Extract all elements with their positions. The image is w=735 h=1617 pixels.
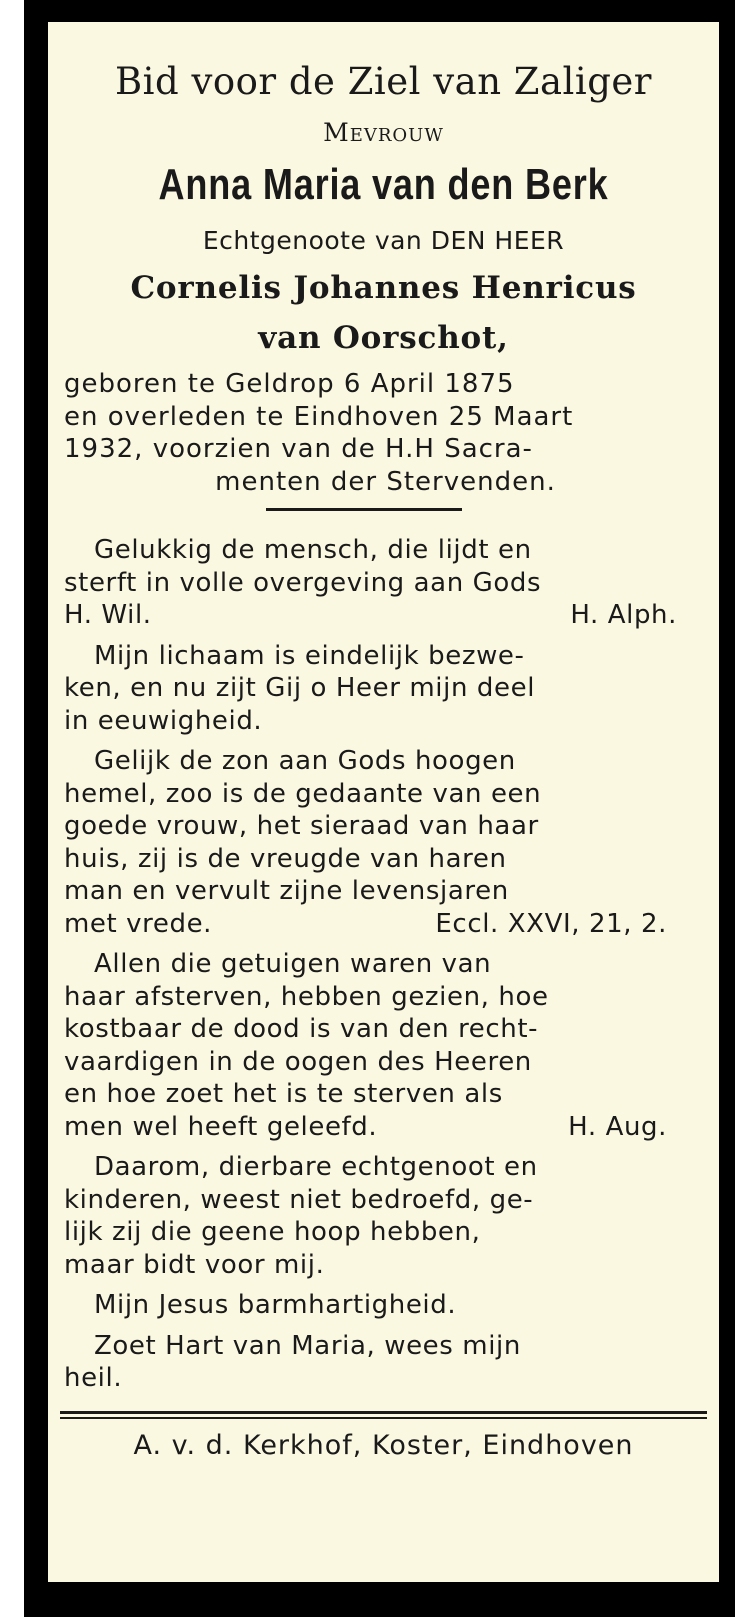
quote-paragraph bbox=[64, 640, 707, 738]
quote-line: Mijn lichaam is eindelijk bezwe- bbox=[94, 640, 525, 671]
footer-rule bbox=[60, 1411, 707, 1414]
quote-line: heil. bbox=[64, 1363, 123, 1393]
quote-line: lijk zij die geene hoop hebben, bbox=[64, 1217, 481, 1247]
quote-source: H. Aug. bbox=[568, 1111, 667, 1142]
quote-line: huis, zij is de vreugde van haren bbox=[64, 843, 507, 874]
quote-line: ken, en nu zijt Gij o Heer mijn deel bbox=[64, 673, 536, 703]
husband-name-line2: van Oorschot, bbox=[258, 320, 509, 356]
prayer-heading: Bid voor de Ziel van Zaliger bbox=[114, 60, 652, 103]
divider-rule bbox=[266, 508, 462, 511]
birth-line: geboren te Geldrop 6 April 1875 bbox=[64, 369, 515, 399]
quote-line: met vrede. bbox=[64, 908, 213, 939]
quote-line: men wel heeft geleefd. bbox=[64, 1111, 378, 1142]
footer-rule bbox=[60, 1417, 707, 1419]
quote-line: haar afsterven, hebben gezien, hoe bbox=[64, 981, 549, 1012]
quote-line: Allen die getuigen waren van bbox=[94, 949, 492, 979]
spouse-label: Echtgenoote van DEN HEER bbox=[202, 226, 565, 255]
quote-line: kostbaar de dood is van den recht- bbox=[64, 1014, 539, 1044]
quote-line: Gelijk de zon aan Gods hoogen bbox=[94, 746, 516, 776]
quote-line: maar bidt voor mij. bbox=[64, 1249, 325, 1280]
memorial-card bbox=[48, 22, 719, 1582]
quote-line: Gelukkig de mensch, die lijdt en bbox=[94, 535, 532, 565]
quote-line: Mijn Jesus barmhartigheid. bbox=[94, 1290, 457, 1320]
quote-line: vaardigen in de oogen des Heeren bbox=[64, 1046, 532, 1077]
quote-line: Daarom, dierbare echtgenoot en bbox=[94, 1152, 538, 1182]
deceased-name: Anna Maria van den Berk bbox=[158, 160, 609, 209]
quote-attribution-line bbox=[64, 599, 707, 632]
quote-source: Eccl. XXVI, 21, 2. bbox=[435, 908, 667, 939]
quotes-section bbox=[64, 534, 707, 1403]
quote-paragraph bbox=[64, 948, 707, 1143]
printer-credit: A. v. d. Kerkhof, Koster, Eindhoven bbox=[133, 1430, 634, 1461]
quote-line: en hoe zoet het is te sterven als bbox=[64, 1079, 503, 1109]
husband-name-line1: Cornelis Johannes Henricus bbox=[130, 270, 637, 306]
quote-paragraph bbox=[64, 1289, 707, 1322]
quote-paragraph bbox=[64, 534, 707, 632]
birth-line: menten der Stervenden. bbox=[215, 466, 556, 497]
quote-line: Zoet Hart van Maria, wees mijn bbox=[94, 1330, 521, 1361]
quote-line: in eeuwigheid. bbox=[64, 705, 263, 736]
quote-line: goede vrouw, het sieraad van haar bbox=[64, 811, 539, 841]
birth-line: 1932, voorzien van de H.H Sacra- bbox=[64, 434, 533, 464]
birth-death-paragraph bbox=[64, 368, 707, 498]
quote-attribution-line bbox=[64, 908, 707, 941]
quote-paragraph bbox=[64, 745, 707, 940]
quote-source: H. Alph. bbox=[570, 600, 677, 630]
quote-line: hemel, zoo is de gedaante van een bbox=[64, 778, 542, 809]
quote-paragraph bbox=[64, 1151, 707, 1281]
birth-line: en overleden te Eindhoven 25 Maart bbox=[64, 401, 574, 432]
title-mevrouw: Mevrouw bbox=[323, 118, 444, 147]
quote-line: kinderen, weest niet bedroefd, ge- bbox=[64, 1184, 534, 1215]
quote-attribution-line bbox=[64, 1111, 707, 1144]
quote-line: sterft in volle overgeving aan Gods bbox=[64, 567, 542, 598]
quote-line: H. Wil. bbox=[64, 600, 152, 630]
quote-line: man en vervult zijne levensjaren bbox=[64, 876, 509, 906]
quote-paragraph bbox=[64, 1330, 707, 1395]
